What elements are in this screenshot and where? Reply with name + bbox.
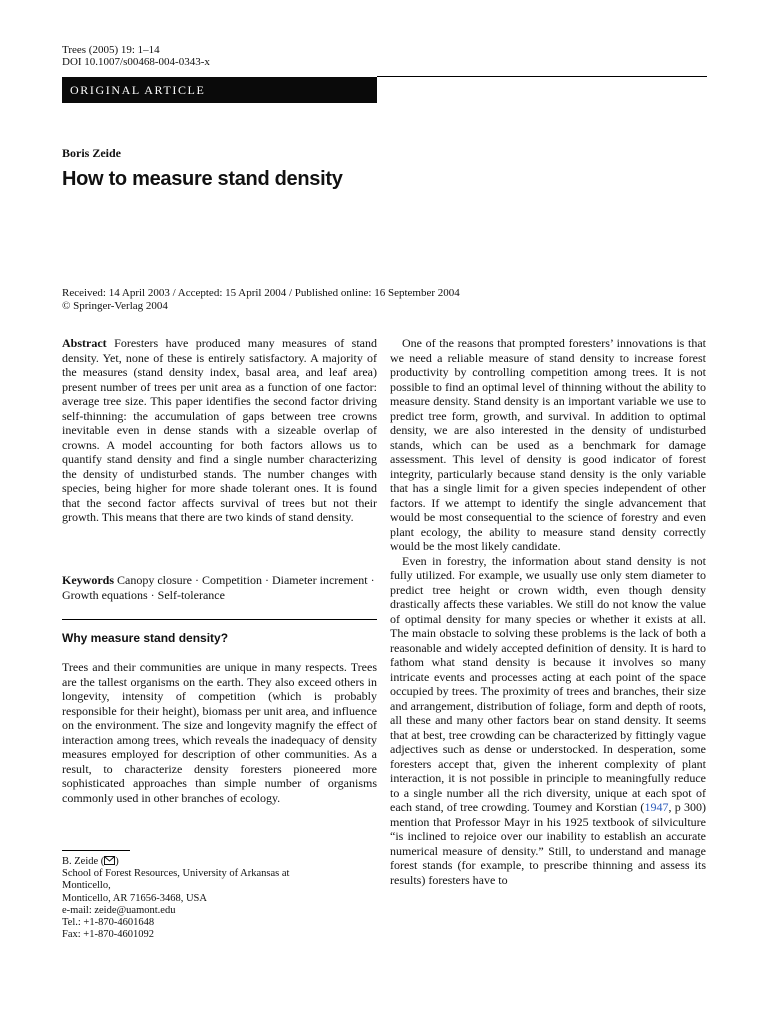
dates-line: Received: 14 April 2003 / Accepted: 15 April 2004 / Published online: 16 September 2004 xyxy=(62,287,460,299)
article-type-banner: ORIGINAL ARTICLE xyxy=(62,77,377,103)
publication-dates xyxy=(62,287,460,313)
section-paragraph-text: Trees and their communities are unique in many respects. Trees are the tallest organisms on the earth. They also exceed others in longevity, intensity of competition (which is probably responsible for their height), biomass per unit area, and influence on the environment. The size and longevity magnify the effect of interaction among trees, which reveals the inadequacy of density measures employed for description of other communities. As a result, to characterize density foresters pioneered more sophisticated approaches than simple number of organisms commonly used in other branches of ecology. xyxy=(62,660,377,805)
right-paragraph-2-b: , p 300) mention that Professor Mayr in his 1925 textbook of silviculture “is inclined to rejoice over our inability to establish an accurate numerical measure of density.” Still, to understand and manage forest stands (for example, to prescribe thinning and assess its results) foresters have to xyxy=(390,800,706,887)
right-paragraph-2-a: Even in forestry, the information about stand density is not fully utilized. For example, we usually use only stem diameter to predict tree height or crown width, even though density drastically affects these variables. We still do not know the value of optimal density for many species or whether it exists at all. The main obstacle to solving these problems is the lack of both a reasonable and widely accepted definition of density. It is hard to fathom what stand density is because it involves so many intricate events and processes acting at each point of the space occupied by trees. The proximity of trees and branches, their size and arrangement, distribution of foliage, form and depth of roots, all these and many other factors bear on stand density. It seems that at best, tree crowding can be characterized by fittingly vague adjectives such as dense or understocked. In desperation, some foresters accept that, given the inherent complexity of plant interaction, it is not possible in principle to meaningfully reduce to a single number all the rich diversity, unique at each spot of each stand, of tree crowding. Toumey and Korstian ( xyxy=(390,553,706,814)
right-paragraph-1: One of the reasons that prompted foresters’ innovations is that we need a reliable measure of stand density to increase forest productivity by controlling competition among trees. It is not possible to find an optimal level of thinning without the ability to measure density. Stand density is an important variable we use to predict tree form, growth, and survival. In addition to optimal density, we are also interested in the density of undisturbed stands, which can be used as a benchmark for damage assessment. This level of density is good indicator of forest integrity, particularly because stand density is the only variable that has a single limit for a given species independent of other factors. If we attempt to identify the single advancement that would be most consequential to the science of forestry and even plant ecology, the ability to measure stand density correctly would be the most likely candidate. xyxy=(390,336,706,553)
footnote-email: e-mail: zeide@uamont.edu xyxy=(62,904,176,916)
abstract-text: Foresters have produced many measures of stand density. Yet, none of these is entirely satisfactory. A majority of the measures (stand density index, basal area, and leaf area) present number of trees per unit area as a function of one factor: average tree size. This paper identifies the second factor driving self-thinning: the accumulation of gaps between tree crowns inevitable even in dense stands with a sizeable overlap of crowns. A model accounting for both factors allows us to quantify stand density and find a single number characterizing the density of undisturbed stands. The number changes with species, being higher for more shade tolerant ones. It is found that the second factor affects survival of trees but not their growth. This means that there are two kinds of stand density. xyxy=(62,336,378,524)
footnote-affiliation: School of Forest Resources, University of Arkansas at xyxy=(62,868,290,880)
abstract xyxy=(62,336,377,525)
footnote-name: B. Zeide ( xyxy=(62,856,105,867)
author-footnote xyxy=(62,856,377,941)
footnote-fax: Fax: +1-870-4601092 xyxy=(62,929,154,941)
keywords xyxy=(62,573,377,602)
abstract-label: Abstract xyxy=(62,336,107,350)
journal-volume: Trees (2005) 19: 1–14 xyxy=(62,44,160,56)
copyright-line: © Springer-Verlag 2004 xyxy=(62,299,168,312)
footnote-rule xyxy=(62,850,130,851)
footnote-name-end: ) xyxy=(115,856,119,867)
journal-citation xyxy=(62,44,210,69)
citation-link[interactable]: 1947 xyxy=(644,800,669,814)
author-name: Boris Zeide xyxy=(62,146,121,160)
section-rule xyxy=(62,619,377,620)
footnote-city: Monticello, xyxy=(62,880,111,892)
footnote-address: Monticello, AR 71656-3468, USA xyxy=(62,892,207,904)
footnote-tel: Tel.: +1-870-4601648 xyxy=(62,917,155,929)
paper-title: How to measure stand density xyxy=(62,168,343,190)
doi: DOI 10.1007/s00468-004-0343-x xyxy=(62,56,210,69)
section-paragraph xyxy=(62,660,377,805)
keywords-label: Keywords xyxy=(62,573,114,587)
section-heading: Why measure stand density? xyxy=(62,631,229,645)
right-paragraph-2 xyxy=(390,554,706,888)
envelope-icon xyxy=(104,856,115,868)
keywords-text: Canopy closure · Competition · Diameter increment · Growth equations · Self-tolerance xyxy=(62,573,375,602)
right-column xyxy=(390,336,706,887)
header-rule xyxy=(377,76,707,77)
